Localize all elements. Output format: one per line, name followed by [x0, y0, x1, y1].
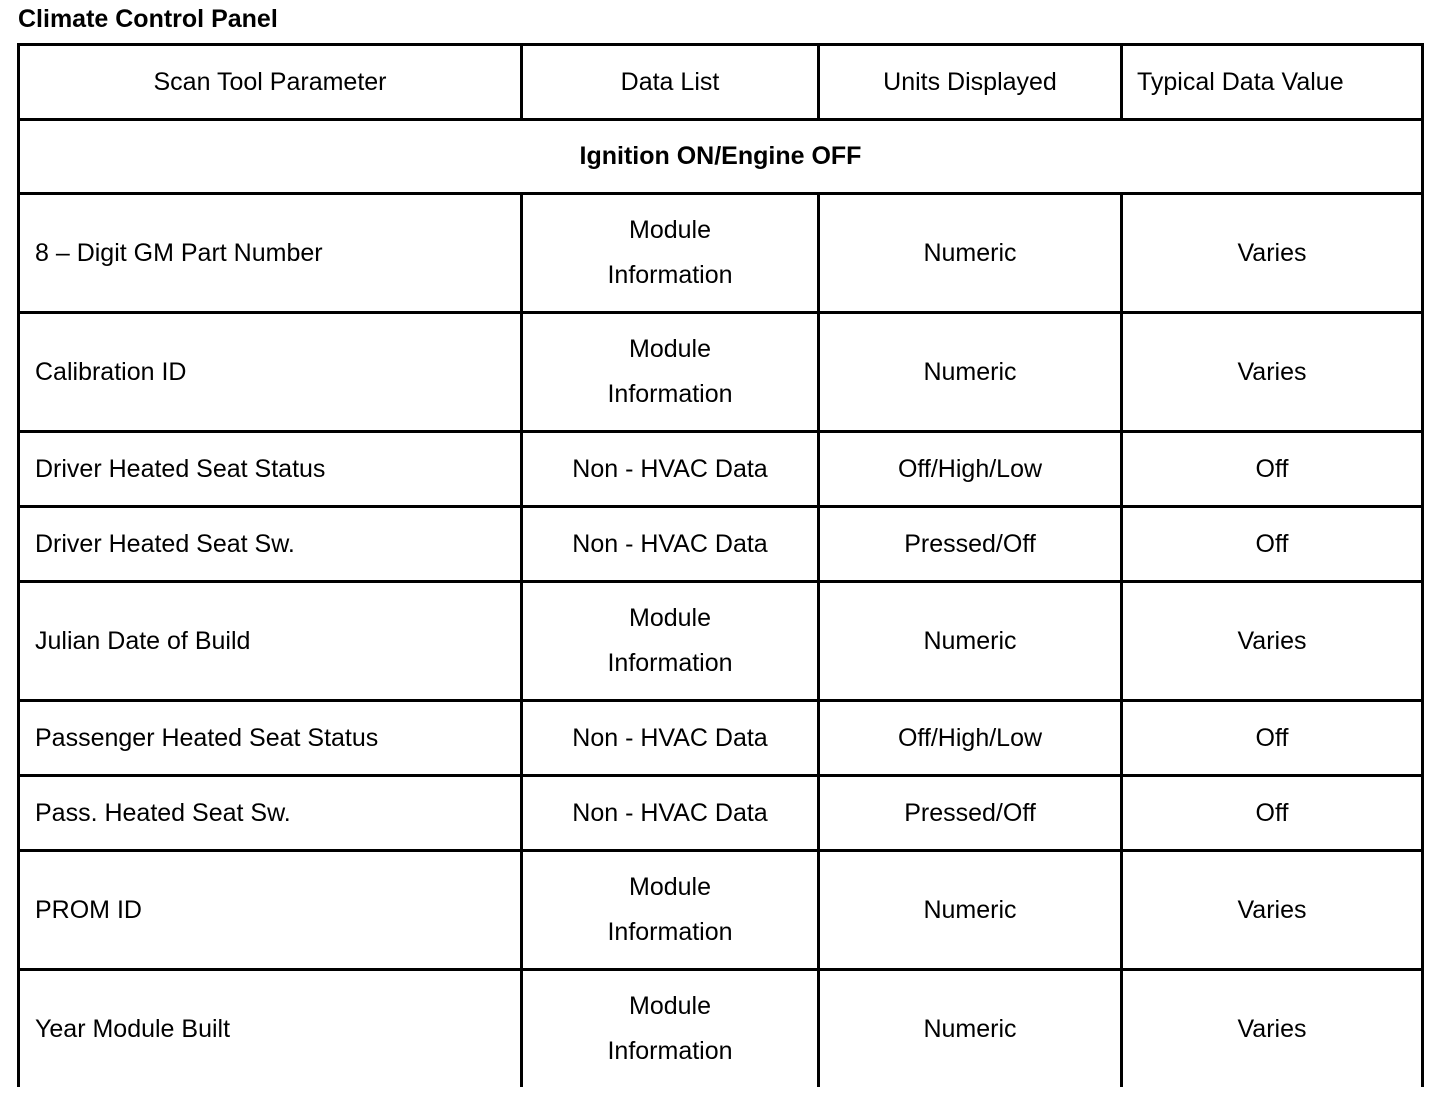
- header-typical-data-value: Typical Data Value: [1122, 45, 1423, 120]
- data-list-cell: Non - HVAC Data: [522, 776, 819, 851]
- data-list-line1: Module: [629, 604, 711, 632]
- data-list-line1: Module: [629, 335, 711, 363]
- data-list-line2: Information: [607, 1037, 733, 1065]
- data-list-cell: [522, 582, 819, 701]
- data-list-cell: [522, 194, 819, 313]
- table-row: [19, 970, 1423, 1088]
- parameter-cell: Year Module Built: [19, 970, 522, 1088]
- table-header-row: [19, 45, 1423, 120]
- data-list-line1: Module: [629, 216, 711, 244]
- data-list-cell: Non - HVAC Data: [522, 432, 819, 507]
- typical-value-cell: Off: [1122, 701, 1423, 776]
- units-cell: Pressed/Off: [819, 507, 1122, 582]
- data-list-cell: Non - HVAC Data: [522, 701, 819, 776]
- data-list-line2: Information: [607, 649, 733, 677]
- page-title: Climate Control Panel: [18, 5, 278, 33]
- parameter-cell: Passenger Heated Seat Status: [19, 701, 522, 776]
- header-scan-tool-parameter: Scan Tool Parameter: [19, 45, 522, 120]
- table-row: [19, 776, 1423, 851]
- units-cell: Pressed/Off: [819, 776, 1122, 851]
- parameter-cell: Julian Date of Build: [19, 582, 522, 701]
- parameter-cell: 8 – Digit GM Part Number: [19, 194, 522, 313]
- units-cell: Off/High/Low: [819, 432, 1122, 507]
- typical-value-cell: Off: [1122, 776, 1423, 851]
- parameter-cell: Pass. Heated Seat Sw.: [19, 776, 522, 851]
- data-list-cell: [522, 970, 819, 1088]
- table-row: [19, 313, 1423, 432]
- typical-value-cell: Varies: [1122, 194, 1423, 313]
- header-units-displayed: Units Displayed: [819, 45, 1122, 120]
- table-row: [19, 194, 1423, 313]
- typical-value-cell: Varies: [1122, 313, 1423, 432]
- typical-value-cell: Varies: [1122, 970, 1423, 1088]
- header-data-list: Data List: [522, 45, 819, 120]
- data-list-cell: [522, 851, 819, 970]
- section-row: [19, 120, 1423, 194]
- typical-value-cell: Off: [1122, 507, 1423, 582]
- typical-value-cell: Varies: [1122, 582, 1423, 701]
- data-list-line1: Module: [629, 992, 711, 1020]
- data-list-cell: [522, 313, 819, 432]
- data-list-line2: Information: [607, 918, 733, 946]
- units-cell: Numeric: [819, 970, 1122, 1088]
- parameter-cell: Calibration ID: [19, 313, 522, 432]
- scan-tool-data-table: [17, 43, 1424, 1087]
- table-row: [19, 851, 1423, 970]
- data-list-line1: Module: [629, 873, 711, 901]
- data-list-cell: Non - HVAC Data: [522, 507, 819, 582]
- units-cell: Numeric: [819, 582, 1122, 701]
- data-list-line2: Information: [607, 380, 733, 408]
- table-row: [19, 507, 1423, 582]
- data-list-line2: Information: [607, 261, 733, 289]
- table-row: [19, 701, 1423, 776]
- parameter-cell: Driver Heated Seat Status: [19, 432, 522, 507]
- units-cell: Off/High/Low: [819, 701, 1122, 776]
- units-cell: Numeric: [819, 851, 1122, 970]
- units-cell: Numeric: [819, 313, 1122, 432]
- typical-value-cell: Varies: [1122, 851, 1423, 970]
- table-row: [19, 582, 1423, 701]
- parameter-cell: Driver Heated Seat Sw.: [19, 507, 522, 582]
- section-label: Ignition ON/Engine OFF: [19, 120, 1423, 194]
- parameter-cell: PROM ID: [19, 851, 522, 970]
- table-row: [19, 432, 1423, 507]
- units-cell: Numeric: [819, 194, 1122, 313]
- typical-value-cell: Off: [1122, 432, 1423, 507]
